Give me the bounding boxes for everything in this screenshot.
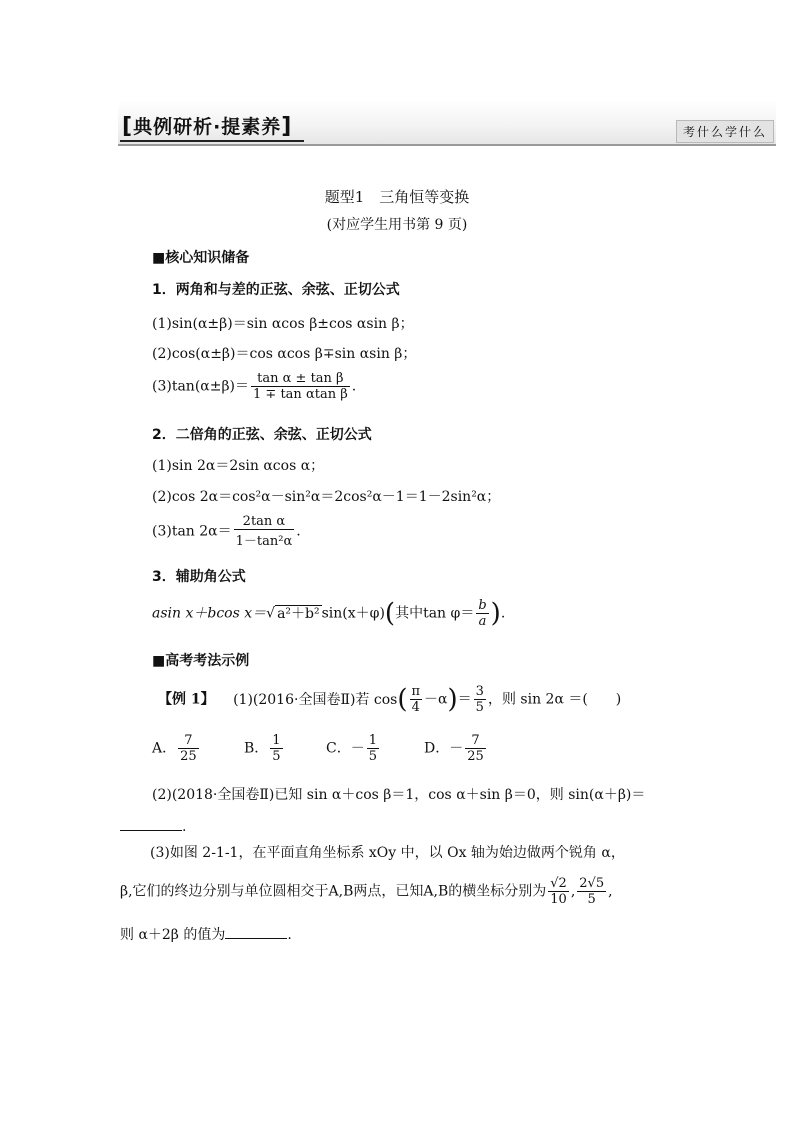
question-3-line-2-text: β,它们的终边分别与单位圆相交于A,B两点，已知A,B的横坐标分别为 (120, 883, 547, 900)
formula-sin-double: (1)sin 2α＝2sin αcos α； (152, 458, 325, 474)
question-3-line-3 (120, 924, 292, 944)
option-b (244, 733, 285, 764)
aux-fraction (476, 598, 488, 629)
aux-open-paren: ( (384, 598, 396, 629)
ex-pi-fraction (410, 684, 423, 715)
banner-title (122, 112, 292, 139)
aux-close-paren: ) (490, 598, 501, 629)
formula-tan-sum (152, 371, 356, 402)
option-c-sign: － (350, 740, 365, 757)
banner-title-text: 典例研析·提素养 (133, 116, 282, 138)
heading-sum-diff: 1．两角和与差的正弦、余弦、正切公式 (152, 282, 400, 298)
question-3-line-2: β,它们的终边分别与单位圆相交于A,B两点，已知A,B的横坐标分别为 $\frac{√2}{10}$ , $\frac{2√5}{5}$ , (120, 876, 613, 907)
core-label: ■核心知识储备 (152, 250, 250, 266)
ex-close-paren: ) (447, 684, 458, 715)
question-3-line-2-end: , (608, 883, 613, 900)
ex-tail: ，则 sin 2α ＝( ) (487, 691, 622, 708)
q3-frac-2 (577, 876, 606, 907)
tan-sum-fraction (251, 371, 350, 402)
option-d-sign: － (449, 740, 464, 757)
formula-tan-double (152, 514, 301, 549)
formula-cos-double: (2)cos 2α＝cos²α－sin²α＝2cos²α－1＝1－2sin²α； (152, 489, 501, 505)
option-d (424, 733, 488, 764)
ex-pi-num: π (411, 684, 421, 699)
formula-sin-sum: (1)sin(α±β)＝sin αcos β±cos αsin β； (152, 316, 414, 332)
aux-num: b (478, 598, 487, 613)
option-c-letter: C． (326, 740, 351, 757)
aux-prefix: asin x＋bcos x＝ (152, 605, 267, 622)
exam-label: ■高考考法示例 (152, 653, 250, 669)
q3-frac-1-num: √2 (550, 876, 567, 891)
question-3-blank (225, 924, 287, 939)
tan-double-fraction (234, 514, 295, 549)
option-d-den: 25 (467, 749, 484, 764)
option-b-num: 1 (272, 733, 281, 748)
ex-open-paren: ( (397, 684, 408, 715)
aux-root: a²＋b² (277, 605, 320, 622)
option-d-letter: D． (424, 740, 450, 757)
aux-paren-text: 其中tan φ＝ (395, 605, 475, 622)
section-title: 题型1 三角恒等变换 (324, 188, 470, 206)
heading-auxiliary: 3．辅助角公式 (152, 569, 246, 585)
q3-frac-1-den: 10 (548, 891, 569, 907)
ex-pi-den: 4 (410, 699, 423, 715)
question-3-line-1: (3)如图 2-1-1，在平面直角坐标系 xOy 中，以 Ox 轴为始边做两个锐角 α， (150, 845, 625, 861)
example-1-stem: 【例 1】 (1)(2016·全国卷Ⅱ)若 cos( $\frac{\pi}{4}$ －α)＝ $\frac{3}{5}$ ，则 sin 2α ＝( ) (158, 684, 622, 715)
q3-frac-1 (548, 876, 569, 907)
option-a-num: 7 (184, 733, 193, 748)
question-2-blank (120, 816, 182, 831)
option-a-den: 25 (180, 749, 197, 764)
aux-mid: sin(x＋φ) (321, 605, 385, 622)
right-bracket: ] (281, 114, 293, 139)
formula-cos-sum: (2)cos(α±β)＝cos αcos β∓sin αsin β； (152, 346, 417, 362)
ex-eq-den: 5 (475, 700, 484, 715)
option-d-num: 7 (471, 733, 480, 748)
tan-sum-prefix: (3)tan(α±β)＝ (152, 378, 250, 395)
tan-sum-suffix: . (351, 378, 357, 395)
option-d-fraction (465, 733, 486, 764)
example-1-label: 【例 1】 (158, 691, 215, 708)
option-c (326, 733, 381, 764)
tan-sum-num: tan α ± tan β (257, 371, 344, 386)
tan-double-suffix: . (296, 523, 301, 540)
option-b-den: 5 (272, 749, 281, 764)
tan-double-num: 2tan α (242, 514, 286, 529)
option-c-den: 5 (368, 749, 377, 764)
option-a-fraction (178, 733, 199, 764)
tan-sum-den: 1 ∓ tan αtan β (253, 387, 348, 402)
ex-minus: －α (424, 691, 448, 708)
q3-frac-2-den: 5 (577, 891, 606, 907)
section-subtitle: (对应学生用书第 9 页) (326, 217, 468, 233)
example-1-text: (1)(2016·全国卷Ⅱ)若 cos (233, 691, 398, 708)
option-c-fraction (367, 733, 379, 764)
question-2: (2)(2018·全国卷Ⅱ)已知 sin α＋cos β＝1，cos α＋sin β＝0，则 sin(α＋β)＝ (152, 787, 646, 803)
ex-eq-fraction (474, 684, 486, 715)
option-c-num: 1 (368, 733, 377, 748)
option-b-letter: B． (244, 740, 269, 757)
option-a (152, 733, 201, 764)
question-3-line-3-text: 则 α＋2β 的值为 (120, 927, 226, 943)
aux-den: a (476, 613, 488, 629)
ex-eq-num: 3 (475, 684, 484, 699)
question-3-end: . (287, 927, 292, 943)
option-a-letter: A． (152, 740, 177, 757)
question-2-answer (120, 816, 186, 835)
formula-auxiliary: asin x＋bcos x＝√ a²＋b² sin(x＋φ)(其中tan φ＝ $\frac{b}{a}$ ). (152, 598, 506, 629)
tan-double-den: 1－tan²α (234, 529, 295, 549)
banner-tag: 考什么学什么 (676, 120, 774, 143)
q3-frac-2-num: 2√5 (579, 876, 605, 891)
question-2-end: . (182, 819, 187, 835)
heading-double-angle: 2．二倍角的正弦、余弦、正切公式 (152, 427, 372, 443)
tan-double-prefix: (3)tan 2α＝ (152, 523, 232, 540)
option-b-fraction (270, 733, 282, 764)
left-bracket: [ (122, 114, 134, 139)
banner-underline (120, 140, 304, 142)
